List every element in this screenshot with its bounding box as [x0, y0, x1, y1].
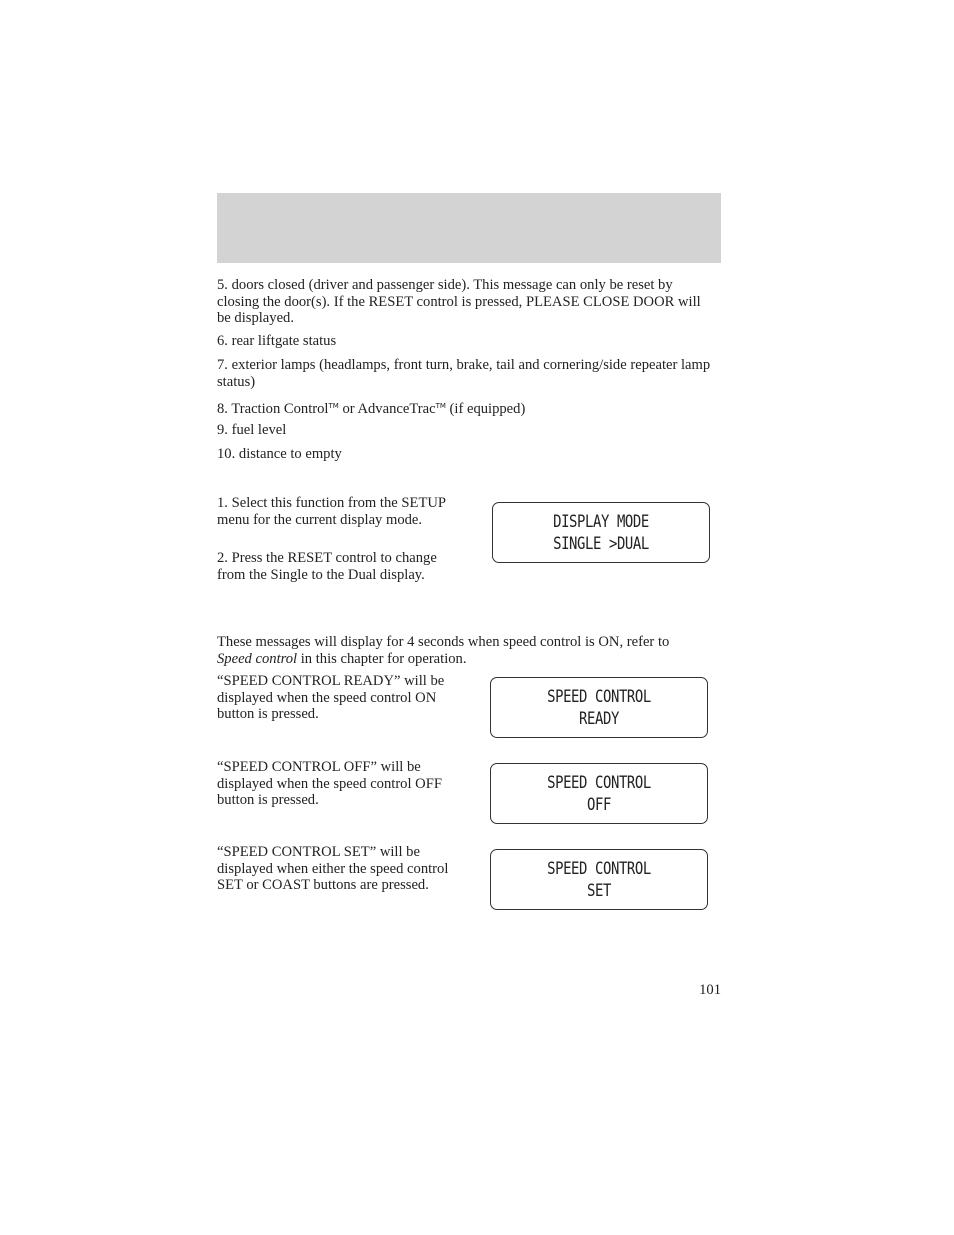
- lcd-line-2: OFF: [587, 795, 611, 815]
- advancetrac-text: or AdvanceTrac: [338, 401, 436, 417]
- section-header-band: [217, 193, 721, 263]
- trademark-mark: TM: [435, 402, 446, 410]
- traction-control-text: 8. Traction Control: [217, 401, 329, 417]
- lcd-line-2: READY: [579, 709, 619, 729]
- speed-control-set-lcd: [490, 849, 708, 910]
- if-equipped-text: (if equipped): [445, 401, 526, 417]
- list-item-doors-closed: 5. doors closed (driver and passenger side). This message can only be reset by closing the door(s). If the RESET control is pressed, PLEASE CLOSE DOOR will be displayed.: [217, 277, 701, 327]
- speed-control-ready-lcd: [490, 677, 708, 738]
- display-mode-step-2: 2. Press the RESET control to change from the Single to the Dual display.: [217, 550, 437, 583]
- intro-text: These messages will display for 4 seconds when speed control is ON, refer to: [217, 634, 670, 650]
- list-item-distance-to-empty: 10. distance to empty: [217, 446, 342, 462]
- lcd-line-1: SPEED CONTROL: [547, 859, 651, 879]
- display-mode-step-1: 1. Select this function from the SETUP menu for the current display mode.: [217, 495, 446, 528]
- speed-control-reference: Speed control: [217, 650, 298, 667]
- speed-control-off-lcd: [490, 763, 708, 824]
- lcd-line-2: SINGLE >DUAL: [553, 534, 649, 554]
- speed-control-off-description: “SPEED CONTROL OFF” will be displayed when the speed control OFF button is pressed.: [217, 759, 442, 809]
- display-mode-lcd: [492, 502, 710, 563]
- lcd-line-1: SPEED CONTROL: [547, 687, 651, 707]
- speed-control-set-description: “SPEED CONTROL SET” will be displayed when either the speed control SET or COAST buttons are pressed.: [217, 844, 449, 894]
- list-item-exterior-lamps: 7. exterior lamps (headlamps, front turn, brake, tail and cornering/side repeater lamp status): [217, 357, 711, 390]
- intro-text-end: in this chapter for operation.: [297, 650, 467, 667]
- list-item-traction-control: [217, 398, 717, 418]
- lcd-line-1: DISPLAY MODE: [553, 512, 649, 532]
- lcd-line-1: SPEED CONTROL: [547, 773, 651, 793]
- speed-control-ready-description: “SPEED CONTROL READY” will be displayed when the speed control ON button is pressed.: [217, 673, 445, 723]
- speed-control-intro: [217, 634, 697, 667]
- list-item-rear-liftgate: 6. rear liftgate status: [217, 333, 337, 349]
- lcd-line-2: SET: [587, 881, 611, 901]
- list-item-fuel-level: 9. fuel level: [217, 422, 287, 438]
- page-number: 101: [699, 982, 721, 998]
- trademark-mark: TM: [328, 402, 339, 410]
